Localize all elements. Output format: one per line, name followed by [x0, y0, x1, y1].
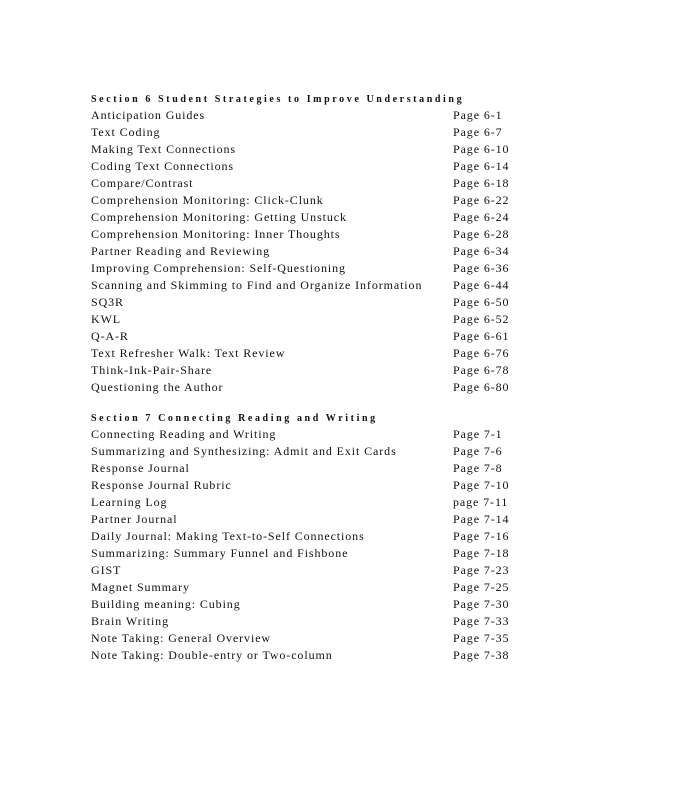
toc-entry: [91, 562, 531, 579]
toc-entry: [91, 494, 531, 511]
toc-entry-page-number: Page 6-34: [453, 244, 510, 258]
toc-entry-title: GIST: [91, 563, 122, 577]
toc-entry: [91, 209, 531, 226]
toc-entry: [91, 345, 531, 362]
toc-entry-page-number: Page 7-30: [453, 597, 510, 611]
toc-entry-page-number: page 7-11: [453, 495, 509, 509]
toc-entry-page-number: Page 7-16: [453, 529, 510, 543]
toc-entry: [91, 294, 531, 311]
toc-entry: [91, 328, 531, 345]
toc-entry: [91, 175, 531, 192]
toc-entry: [91, 141, 531, 158]
toc-entry-page-number: Page 7-14: [453, 512, 510, 526]
toc-entry-title: Comprehension Monitoring: Click-Clunk: [91, 193, 324, 207]
toc-entry: [91, 545, 531, 562]
toc-entry: [91, 426, 531, 443]
toc-entry: [91, 277, 531, 294]
toc-entry: [91, 311, 531, 328]
toc-entry-page-number: Page 6-1: [453, 108, 503, 122]
toc-entry-page-number: Page 6-10: [453, 142, 510, 156]
section-heading: Section 6 Student Strategies to Improve Understanding: [91, 94, 465, 105]
toc-entry-title: Building meaning: Cubing: [91, 597, 241, 611]
section-heading: Section 7 Connecting Reading and Writing: [91, 413, 378, 424]
toc-entry-title: Comprehension Monitoring: Inner Thoughts: [91, 227, 341, 241]
toc-entry-page-number: Page 6-61: [453, 329, 510, 343]
toc-entry-title: Making Text Connections: [91, 142, 236, 156]
toc-entry-page-number: Page 6-28: [453, 227, 510, 241]
toc-entry-title: Improving Comprehension: Self-Questioning: [91, 261, 346, 275]
toc-entry-title: Learning Log: [91, 495, 168, 509]
toc-entry-title: Summarizing: Summary Funnel and Fishbone: [91, 546, 349, 560]
toc-entry-title: Partner Journal: [91, 512, 178, 526]
toc-entry-list: [91, 107, 531, 396]
toc-section-7: [91, 411, 531, 664]
toc-entry-title: Compare/Contrast: [91, 176, 194, 190]
toc-entry-page-number: Page 6-78: [453, 363, 510, 377]
toc-entry-title: Response Journal: [91, 461, 190, 475]
toc-entry-title: Note Taking: Double-entry or Two-column: [91, 648, 333, 662]
toc-entry-page-number: Page 7-10: [453, 478, 510, 492]
toc-entry-page-number: Page 6-50: [453, 295, 510, 309]
toc-entry-title: Magnet Summary: [91, 580, 190, 594]
toc-entry-title: Note Taking: General Overview: [91, 631, 271, 645]
toc-entry-page-number: Page 6-44: [453, 278, 510, 292]
toc-entry-title: Coding Text Connections: [91, 159, 234, 173]
toc-entry-title: Response Journal Rubric: [91, 478, 232, 492]
toc-entry-page-number: Page 6-36: [453, 261, 510, 275]
toc-entry: [91, 596, 531, 613]
toc-entry: [91, 260, 531, 277]
toc-entry-page-number: Page 7-18: [453, 546, 510, 560]
toc-entry-title: Daily Journal: Making Text-to-Self Connections: [91, 529, 365, 543]
toc-entry-title: Q-A-R: [91, 329, 129, 343]
toc-entry: [91, 647, 531, 664]
toc-entry-page-number: Page 7-38: [453, 648, 510, 662]
toc-entry-page-number: Page 6-7: [453, 125, 503, 139]
toc-entry: [91, 443, 531, 460]
toc-entry-page-number: Page 6-52: [453, 312, 510, 326]
toc-entry-page-number: Page 7-1: [453, 427, 503, 441]
toc-entry: [91, 460, 531, 477]
toc-entry-page-number: Page 7-35: [453, 631, 510, 645]
toc-entry: [91, 243, 531, 260]
toc-entry-page-number: Page 6-14: [453, 159, 510, 173]
toc-entry: [91, 477, 531, 494]
toc-entry-list: [91, 426, 531, 664]
toc-entry-page-number: Page 7-8: [453, 461, 503, 475]
toc-entry-title: Text Coding: [91, 125, 161, 139]
toc-entry-title: Partner Reading and Reviewing: [91, 244, 271, 258]
toc-entry-page-number: Page 7-33: [453, 614, 510, 628]
toc-entry: [91, 362, 531, 379]
toc-section-6: [91, 92, 531, 396]
toc-entry-page-number: Page 7-25: [453, 580, 510, 594]
toc-entry-title: Brain Writing: [91, 614, 169, 628]
toc-entry-page-number: Page 6-18: [453, 176, 510, 190]
toc-entry-title: SQ3R: [91, 295, 124, 309]
toc-entry: [91, 528, 531, 545]
toc-entry: [91, 192, 531, 209]
toc-entry: [91, 107, 531, 124]
toc-entry: [91, 630, 531, 647]
toc-entry: [91, 379, 531, 396]
toc-entry: [91, 124, 531, 141]
toc-entry: [91, 511, 531, 528]
toc-entry: [91, 158, 531, 175]
toc-entry-page-number: Page 6-22: [453, 193, 510, 207]
toc-entry-title: Questioning the Author: [91, 380, 224, 394]
toc-entry: [91, 579, 531, 596]
toc-entry-title: Think-Ink-Pair-Share: [91, 363, 213, 377]
toc-entry-page-number: Page 7-23: [453, 563, 510, 577]
toc-entry-title: Scanning and Skimming to Find and Organize Information: [91, 278, 423, 292]
toc-entry-title: Text Refresher Walk: Text Review: [91, 346, 286, 360]
toc-entry-title: Anticipation Guides: [91, 108, 206, 122]
toc-entry-title: KWL: [91, 312, 122, 326]
toc-entry-page-number: Page 7-6: [453, 444, 503, 458]
toc-entry-title: Summarizing and Synthesizing: Admit and Exit Cards: [91, 444, 397, 458]
toc-entry-page-number: Page 6-76: [453, 346, 510, 360]
toc-entry-title: Comprehension Monitoring: Getting Unstuck: [91, 210, 347, 224]
toc-entry: [91, 226, 531, 243]
toc-entry-page-number: Page 6-80: [453, 380, 510, 394]
toc-entry-title: Connecting Reading and Writing: [91, 427, 277, 441]
toc-entry: [91, 613, 531, 630]
toc-entry-page-number: Page 6-24: [453, 210, 510, 224]
